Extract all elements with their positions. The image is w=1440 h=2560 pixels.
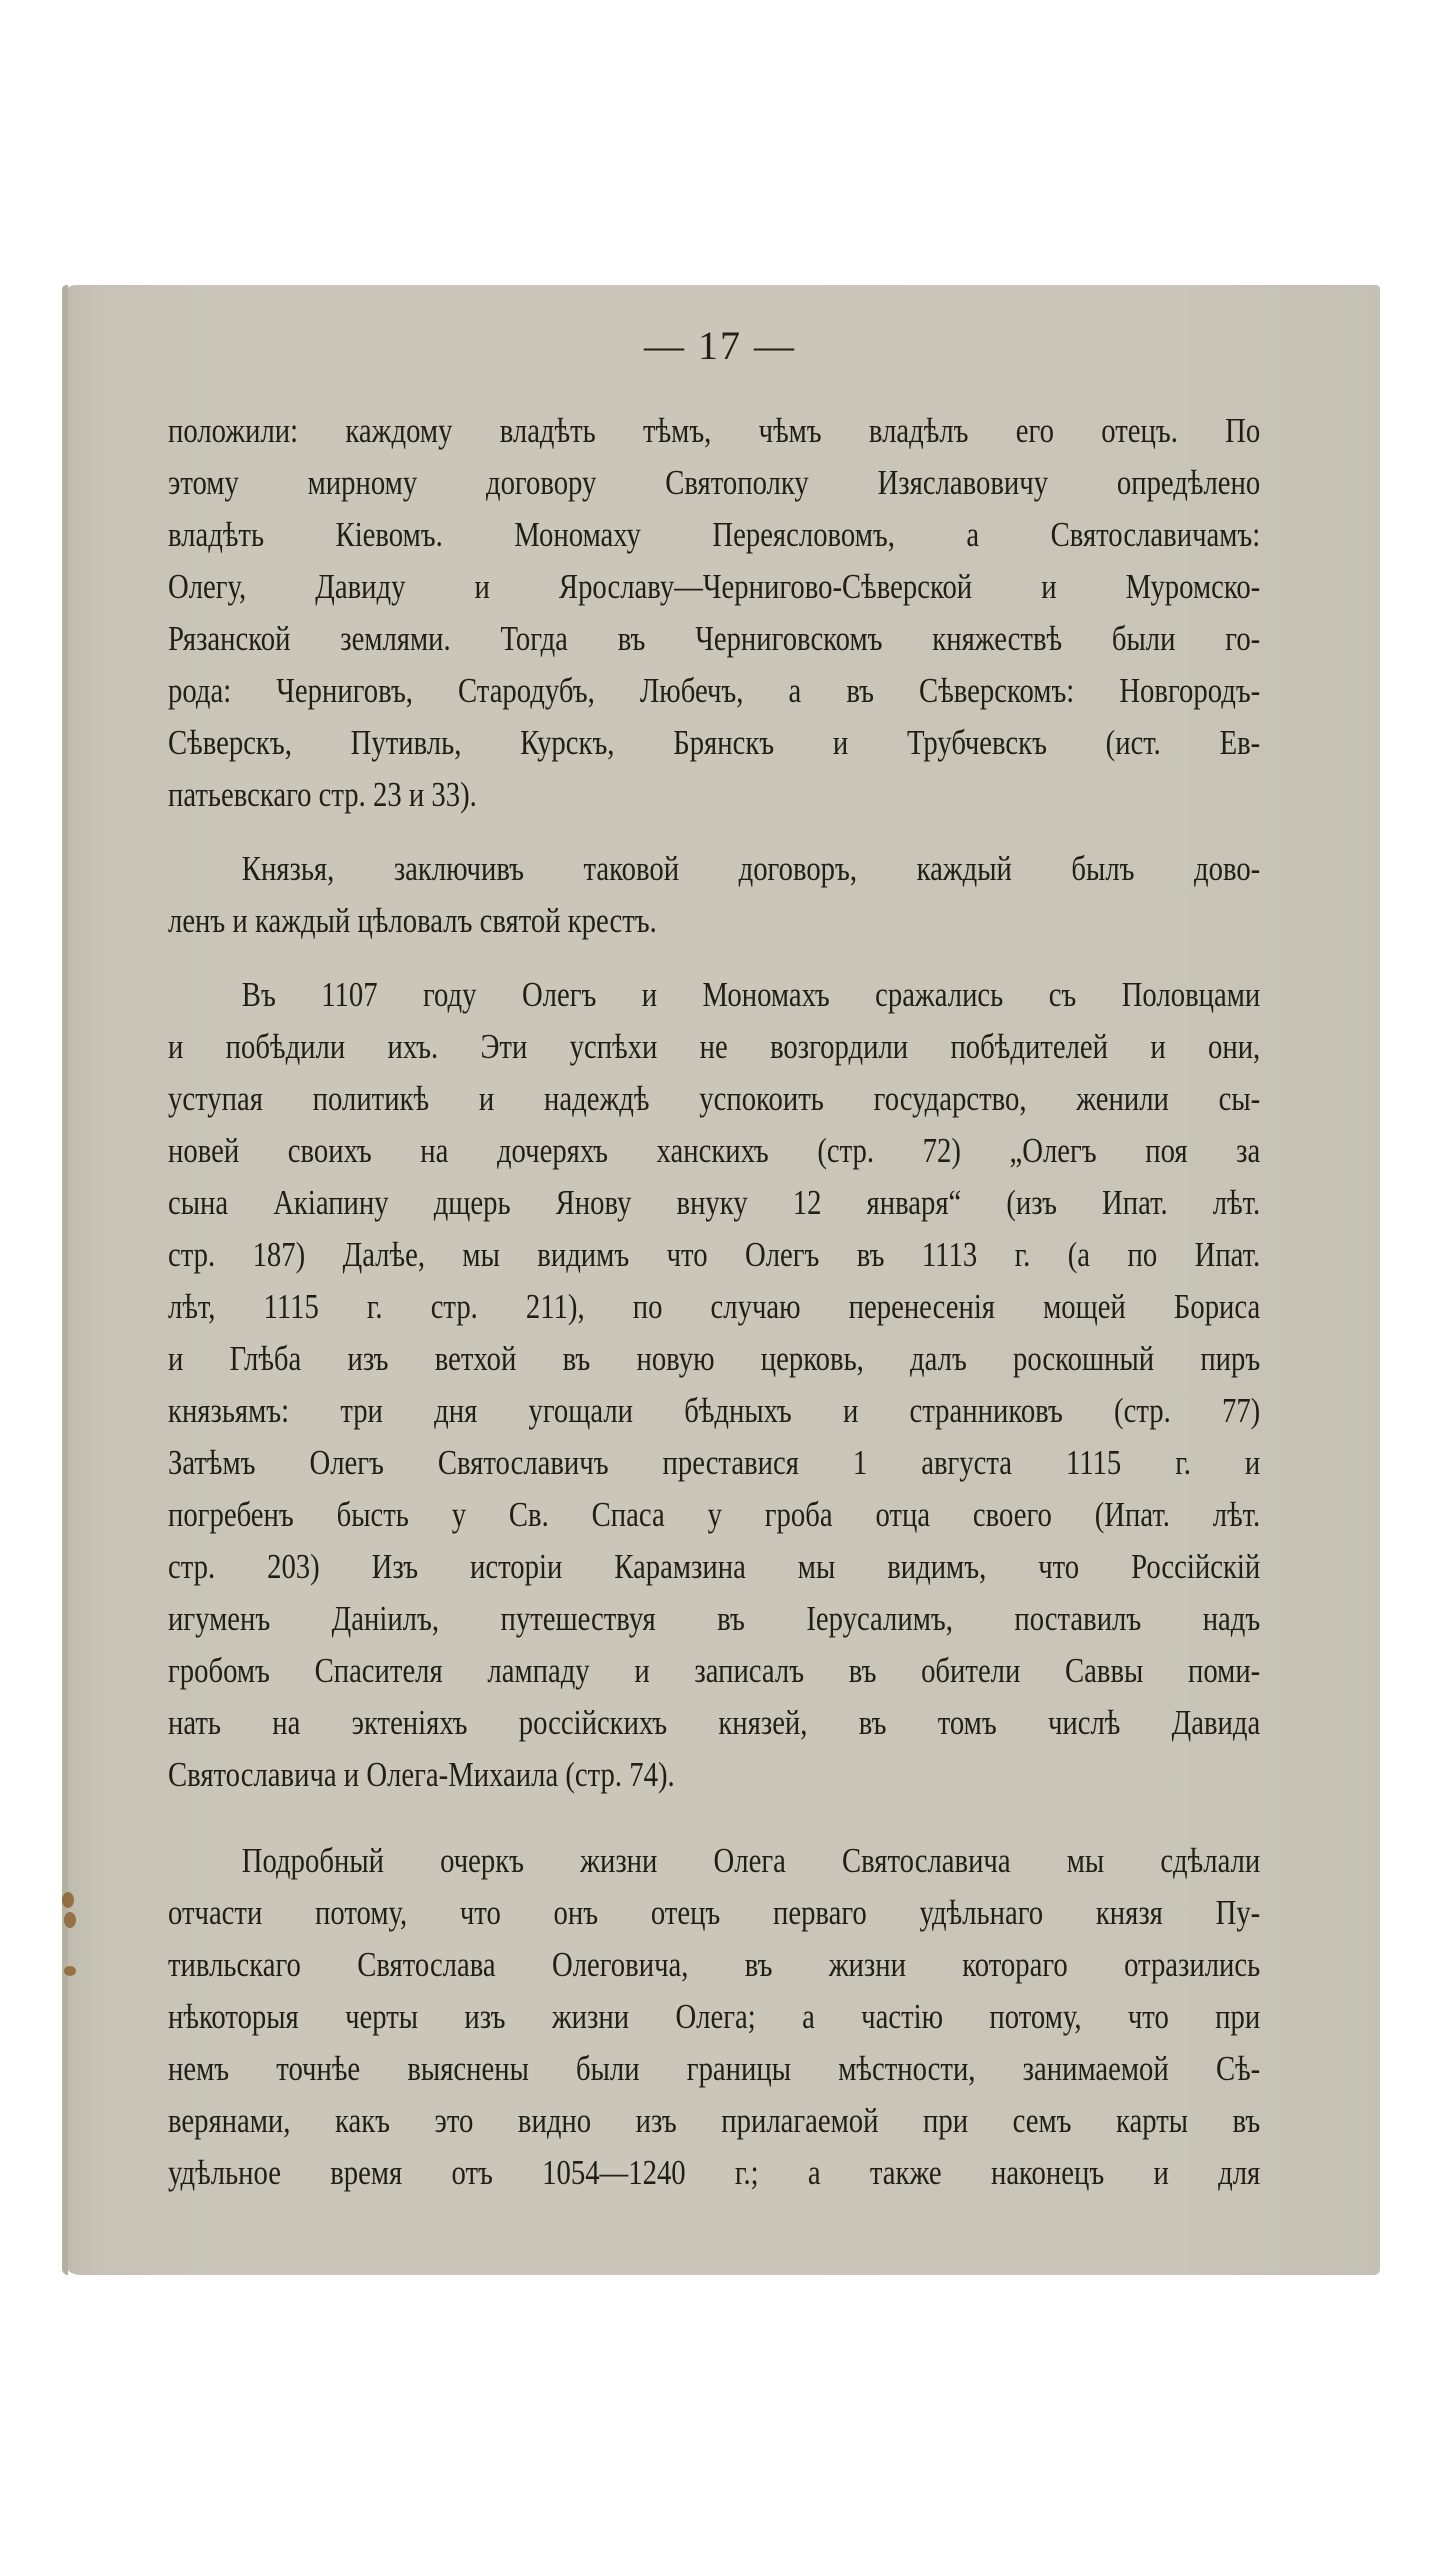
text-line: тивльскаго Святослава Олеговича, въ жизни котораго отразились (168, 1945, 1261, 1984)
text-line: Олегу, Давиду и Ярославу—Чернигово-Сѣверской и Муромско- (168, 567, 1261, 606)
text-line: нать на эктеніяхъ россійскихъ князей, въ томъ числѣ Давида (168, 1703, 1261, 1742)
foxing-stain (64, 1912, 76, 1928)
text-line: Святославича и Олега-Михаила (стр. 74). (168, 1755, 675, 1794)
text-line: новей своихъ на дочеряхъ ханскихъ (стр. 72) „Олегъ поя за (168, 1131, 1261, 1170)
paragraph (168, 969, 1260, 1801)
text-line: игуменъ Даніилъ, путешествуя въ Іерусалимъ, поставилъ надъ (168, 1599, 1261, 1638)
text-line: этому мирному договору Святополку Изяславовичу опредѣлено (168, 463, 1261, 502)
text-line: стр. 187) Далѣе, мы видимъ что Олегъ въ 1113 г. (а по Ипат. (168, 1235, 1261, 1274)
text-line: отчасти потому, что онъ отецъ перваго удѣльнаго князя Пу- (168, 1893, 1261, 1932)
text-line: Сѣверскъ, Путивль, Курскъ, Брянскъ и Трубчевскъ (ист. Ев- (168, 723, 1261, 762)
text-line: гробомъ Спасителя лампаду и записалъ въ обители Саввы поми- (168, 1651, 1261, 1690)
text-line: владѣть Кіевомъ. Мономаху Переясловомъ, а Святославичамъ: (168, 515, 1261, 554)
text-line: Рязанской землями. Тогда въ Черниговскомъ княжествѣ были го- (168, 619, 1261, 658)
foxing-stain (64, 1966, 76, 1976)
text-line: ленъ и каждый цѣловалъ святой крестъ. (168, 901, 657, 940)
text-line: нѣкоторыя черты изъ жизни Олега; а частію потому, что при (168, 1997, 1261, 2036)
text-line: положили: каждому владѣть тѣмъ, чѣмъ владѣлъ его отецъ. По (168, 411, 1261, 450)
text-line: князьямъ: три дня угощали бѣдныхъ и странниковъ (стр. 77) (168, 1391, 1261, 1430)
body-text (168, 405, 1261, 2199)
text-line: Въ 1107 году Олегъ и Мономахъ сражались съ Половцами (241, 975, 1261, 1014)
text-line: Князья, заключивъ таковой договоръ, каждый былъ дово- (241, 849, 1261, 888)
text-line: сына Акіапину дщерь Янову внуку 12 января“ (изъ Ипат. лѣт. (168, 1183, 1261, 1222)
text-line: и побѣдили ихъ. Эти успѣхи не возгордили побѣдителей и они, (168, 1027, 1261, 1066)
text-line: удѣльное время отъ 1054—1240 г.; а также наконецъ и для (168, 2153, 1261, 2192)
text-line: уступая политикѣ и надеждѣ успокоить государство, женили сы- (168, 1079, 1261, 1118)
text-line: патьевскаго стр. 23 и 33). (168, 775, 477, 814)
text-line: и Глѣба изъ ветхой въ новую церковь, далъ роскошный пиръ (168, 1339, 1261, 1378)
text-line: рода: Черниговъ, Стародубъ, Любечъ, а въ Сѣверскомъ: Новгородъ- (168, 671, 1261, 710)
paragraph (168, 1835, 1260, 2199)
text-line: верянами, какъ это видно изъ прилагаемой при семъ карты въ (168, 2101, 1261, 2140)
page-edge-shadow (62, 285, 68, 2275)
paragraph (168, 405, 1260, 821)
text-line: стр. 203) Изъ исторіи Карамзина мы видимъ, что Россійскій (168, 1547, 1261, 1586)
text-line: погребенъ бысть у Св. Спаса у гроба отца своего (Ипат. лѣт. (168, 1495, 1261, 1534)
foxing-stain (62, 1892, 74, 1908)
text-line: лѣт, 1115 г. стр. 211), по случаю перенесенія мощей Бориса (168, 1287, 1261, 1326)
text-line: Подробный очеркъ жизни Олега Святославича мы сдѣлали (241, 1841, 1261, 1880)
page-number: — 17 — (644, 323, 796, 368)
text-line: немъ точнѣе выяснены были границы мѣстности, занимаемой Сѣ- (168, 2049, 1261, 2088)
paragraph (168, 843, 1260, 947)
text-line: Затѣмъ Олегъ Святославичъ преставися 1 августа 1115 г. и (168, 1443, 1261, 1482)
